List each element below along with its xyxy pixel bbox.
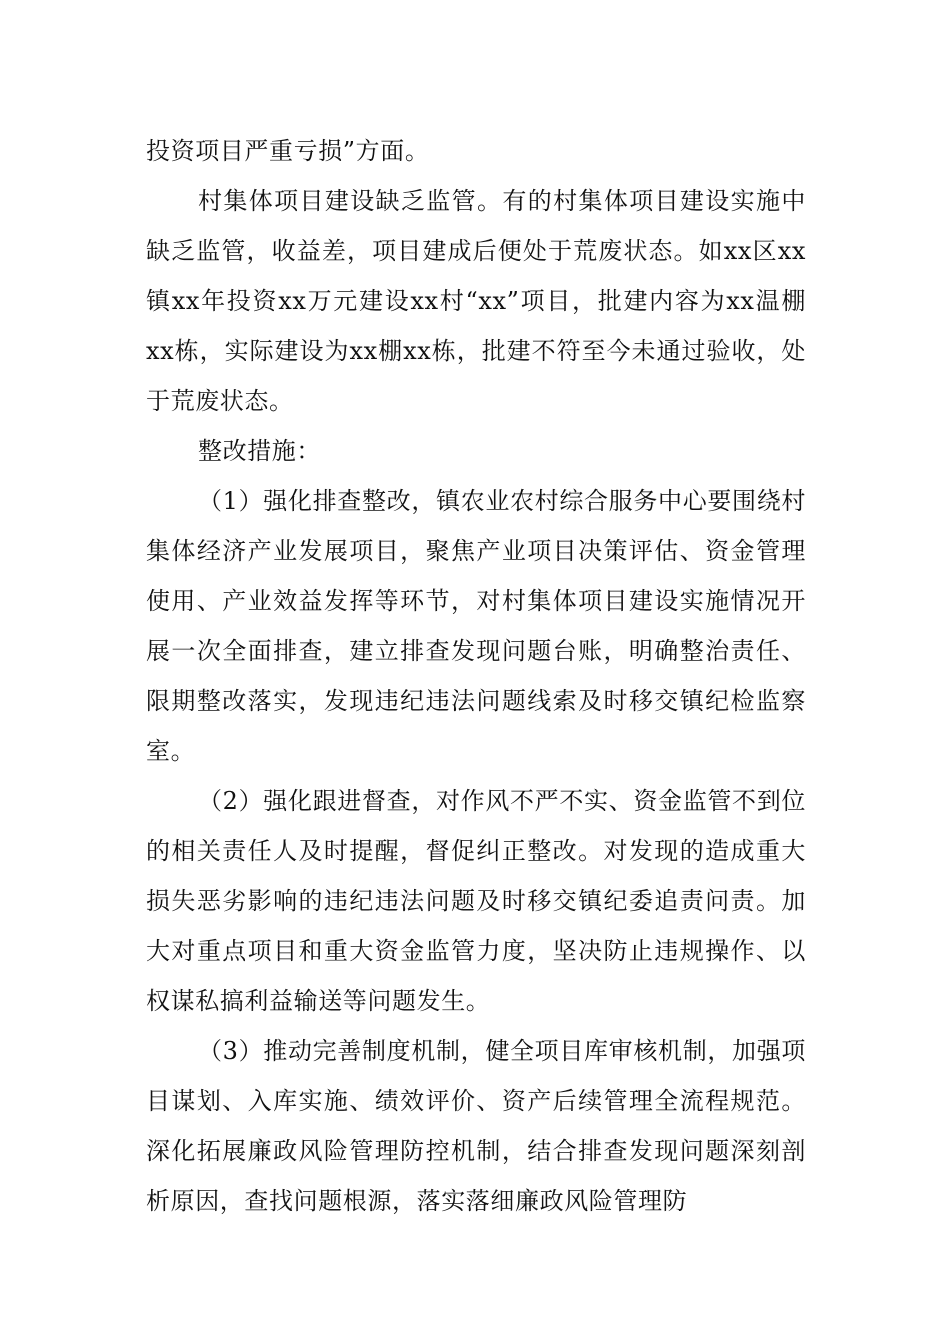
document-body <box>146 126 806 1226</box>
paragraph-supervision-issue: 村集体项目建设缺乏监管。有的村集体项目建设实施中缺乏监管，收益差，项目建成后便处于荒废状态。如xx区xx镇xx年投资xx万元建设xx村“xx”项目，批建内容为xx温棚xx栋，实际建设为xx棚xx栋，批建不符至今未通过验收，处于荒废状态。 <box>146 187 806 415</box>
paragraph-measure-3: （3）推动完善制度机制，健全项目库审核机制，加强项目谋划、入库实施、绩效评价、资产后续管理全流程规范。深化拓展廉政风险管理防控机制，结合排查发现问题深刻剖析原因，查找问题根源，落实落细廉政风险管理防 <box>146 1037 806 1215</box>
paragraph-measure-2: （2）强化跟进督查，对作风不严不实、资金监管不到位的相关责任人及时提醒，督促纠正整改。对发现的造成重大损失恶劣影响的违纪违法问题及时移交镇纪委追责问责。加大对重点项目和重大资金监管力度，坚决防止违规操作、以权谋私搞利益输送等问题发生。 <box>146 787 806 1015</box>
paragraph-continuation: 投资项目严重亏损”方面。 <box>146 137 430 165</box>
paragraph-measure-1: （1）强化排查整改，镇农业农村综合服务中心要围绕村集体经济产业发展项目，聚焦产业项目决策评估、资金管理使用、产业效益发挥等环节，对村集体项目建设实施情况开展一次全面排查，建立排查发现问题台账，明确整治责任、限期整改落实，发现违纪违法问题线索及时移交镇纪检监察室。 <box>146 487 806 765</box>
paragraph-rectification-heading: 整改措施： <box>198 437 321 465</box>
